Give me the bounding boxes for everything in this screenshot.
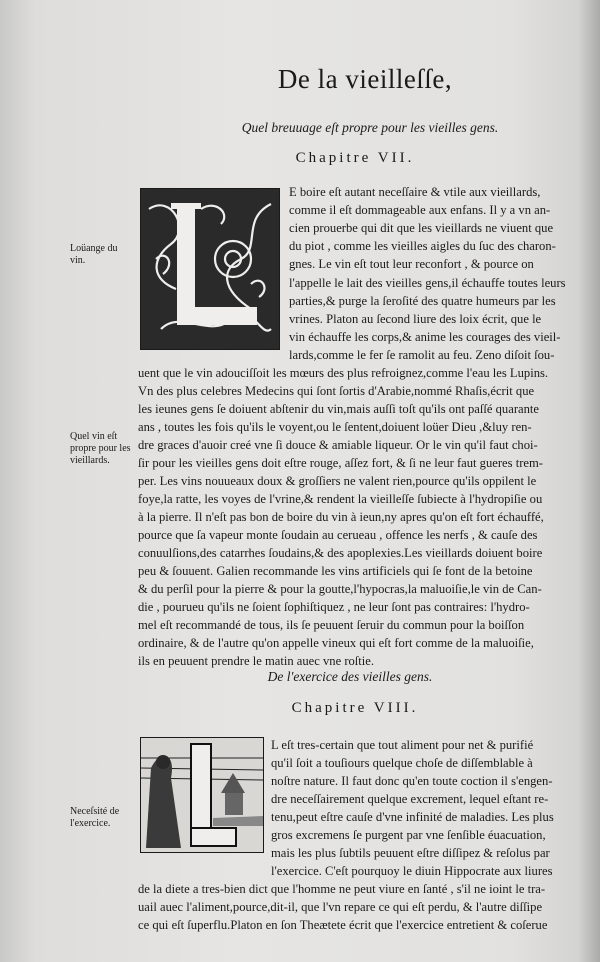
- section2-text-line: tenu,peut eſtre cauſe d'vne infinité de maladies. Les plus: [271, 810, 554, 824]
- section1-text-line: lards,comme le fer ſe ramolit au feu. Zeno diſoit ſou-: [289, 347, 555, 362]
- section1-subtitle: Quel breuuage eſt propre pour les vieilles gens.: [241, 120, 499, 135]
- section1-text-line: ils en peuuent prendre le matin auec vne roſtie.: [138, 654, 375, 668]
- section1-text-line: vrines. Platon au ſecond liure des loix écrit, que le: [289, 311, 542, 326]
- section2-text-line: L eſt tres-certain que tout aliment pour net & purifié: [271, 738, 534, 752]
- section1-text-line: l'appelle le lait des vieilles gens,il échauffe toutes leurs: [289, 275, 566, 290]
- section1-text-line: les ieunes gens ſe doiuent abſtenir du vin,mais auſſi toſt qu'ils ont paſſé quarante: [138, 402, 539, 416]
- section2-text-line: l'exercice. C'eſt pourquoy le diuin Hippocrate aux liures: [271, 864, 553, 878]
- section2-text-line: noſtre nature. Il faut donc qu'en toute coction il s'engen-: [271, 774, 553, 788]
- section1-text-line: & du perſil pour la pierre & pour la goutte,l'hypocras,la maluoiſie,le vin de Can-: [138, 582, 542, 596]
- section1-text-line: ans , toutes les fois qu'ils le voyent,ou le ſentent,doiuent loüer Dieu ,&luy ren-: [138, 420, 532, 434]
- section1-text-line: ordinaire, & de l'autre qu'on appelle vineux qui eſt fort comme de la maluoiſie,: [138, 636, 534, 650]
- ornamental-initial-image: [141, 189, 279, 349]
- section2-text-line: dre neceſſairement quelque excrement, lequel eſtant re-: [271, 792, 549, 806]
- section1-text-line: conuulſions,des catarrhes ſoudains,& des apoplexies.Les vieillards doiuent boire: [138, 546, 543, 560]
- section1-text-line: parties,& purge la ſeroſité des quatre humeurs par les: [289, 293, 556, 308]
- running-head: De la vieilleſſe,: [277, 64, 453, 94]
- section1-text-line: vin échauffe les corps,& anime les courages des vieil-: [289, 329, 561, 344]
- section1-text-line: die , pourueu qu'ils ne ſoient ſophiſtiquez , ne leur ſont pas contraires: l'hydro-: [138, 600, 530, 614]
- section1-text-line: du piot , comme les vieilles aigles du ſuc des charon-: [289, 239, 556, 254]
- section1-text-line: foye,la ratte, les voyes de l'vrine,& rendent la vieilleſſe ſubiecte à l'hydropiſie ou: [138, 492, 543, 506]
- margin-note-1: Loüange du vin.: [70, 243, 118, 266]
- illustrated-initial-l: [140, 737, 264, 853]
- margin-note-3: Neceſsité de l'exercice.: [70, 806, 120, 829]
- section1-text-line: comme il eſt dommageable aux enfans. Il y a vn an-: [289, 203, 551, 218]
- section1-text-line: dre graces d'auoir creé vne ſi douce & amiable liqueur. Or le vin qu'il faut choi-: [138, 438, 538, 452]
- illustrated-initial-image: [141, 738, 263, 852]
- section2-text-line: qu'il ſoit a touſiours quelque choſe de diſſemblable à: [271, 756, 533, 770]
- section1-text-line: à la pierre. Il n'eſt pas bon de boire du vin à ieun,ny apres qu'on eſt fort échauffé,: [138, 510, 544, 524]
- margin-note-2: Quel vin eſt propre pour les vieillards.: [70, 431, 131, 466]
- section1-text-line: Vn des plus celebres Medecins qui ſont ſortis d'Arabie,nommé Rhaſis,écrit que: [138, 384, 535, 398]
- section1-text-line: peu & ſouuent. Galien recommande les vins artificiels qui ſe font de la betoine: [138, 564, 533, 578]
- section1-text-line: ſir pour les vieilles gens doit eſtre rouge, aſſez fort, & ſi ne leur faut gueres trem-: [138, 456, 543, 470]
- section1-text-line: per. Les vins nouueaux doux & groſſiers ne valent rien,pource qu'ils oppilent le: [138, 474, 537, 488]
- section2-text-line: de la diete a tres-bien dict que l'homme ne peut viure en ſanté , s'il ne ioint le tra-: [138, 882, 546, 896]
- section2-text-line: ce qui eſt ſuperflu.Platon en ſon Theætete écrit que l'exercice entretient & coſerue: [138, 918, 548, 932]
- decorated-initial-l: [140, 188, 280, 350]
- section1-text-line: uent que le vin adouciſſoit les mœurs des plus refroignez,comme l'eau les Lupins.: [138, 366, 549, 380]
- section1-text-line: pource que ſa vapeur monte ſoudain au cerueau , offence les nerfs , & cauſe des: [138, 528, 538, 542]
- section2-text-line: mais les plus ſubtils peuuent eſtre diſſipez & reſolus par: [271, 846, 550, 860]
- section1-text-line: cien prouerbe qui dit que les vieillards ne viuent que: [289, 221, 554, 236]
- section1-text-line: mel eſt recommandé de tous, ils ſe peuuent ſeruir du commun pour la boiſſon: [138, 618, 525, 632]
- section2-text-line: gros excremens ſe purgent par vne ſenſible éuacuation,: [271, 828, 546, 842]
- section2-text-line: uail auec l'aliment,pource,dit-il, que l'vn repare ce qui eſt perdu, & l'autre diſſipe: [138, 900, 543, 914]
- section2-chapter-heading: Chapitre VIII.: [291, 700, 419, 716]
- section1-text-line: E boire eſt autant neceſſaire & vtile aux vieillards,: [289, 185, 541, 199]
- section2-subtitle: De l'exercice des vieilles gens.: [267, 669, 433, 684]
- section1-chapter-heading: Chapitre VII.: [295, 150, 415, 166]
- section1-text-line: gnes. Le vin eſt tout leur reconfort , & pource on: [289, 257, 534, 272]
